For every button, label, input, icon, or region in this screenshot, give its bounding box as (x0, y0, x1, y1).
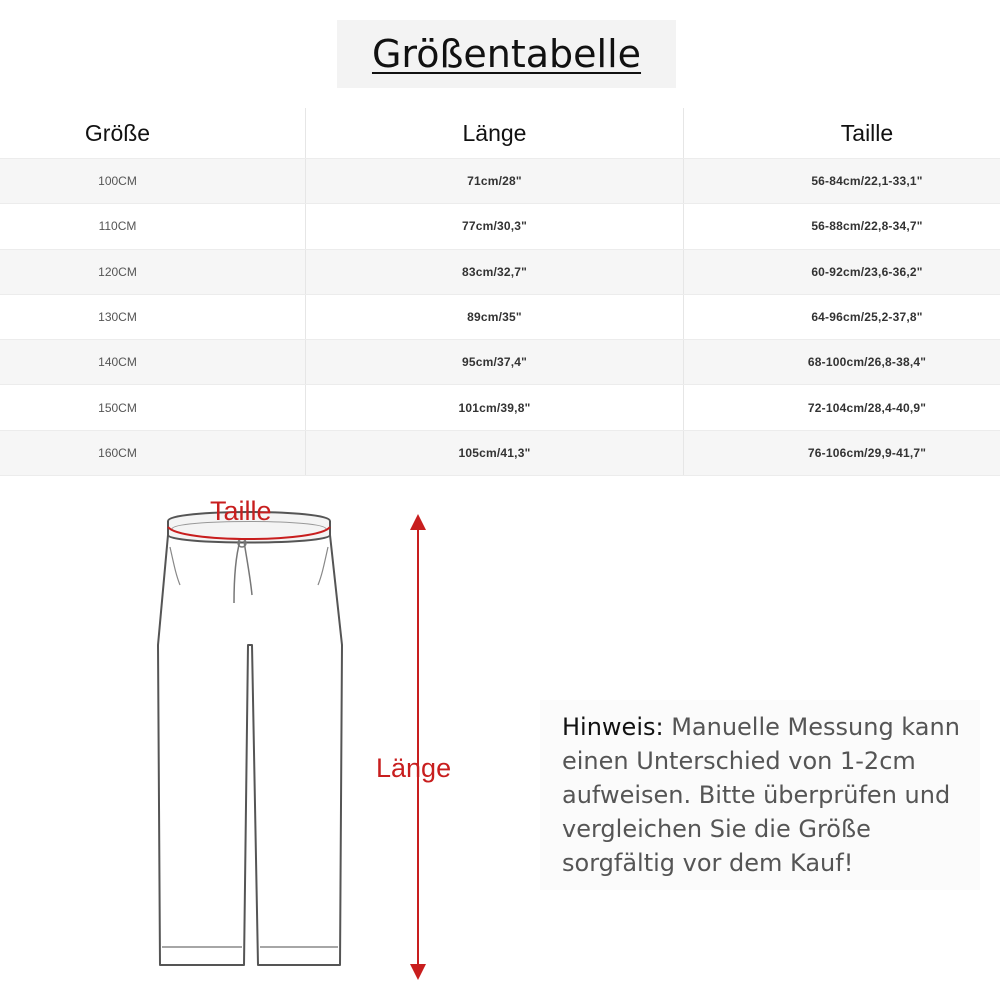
length-cell: 95cm/37,4" (305, 340, 683, 384)
waist-cell: 64-96cm/25,2-37,8" (683, 295, 1000, 339)
size-cell: 140CM (98, 355, 137, 370)
size-cell: 130CM (98, 310, 137, 325)
note-prefix: Hinweis: (562, 713, 664, 741)
length-cell: 77cm/30,3" (305, 204, 683, 248)
size-cell: 120CM (98, 264, 137, 279)
note-box (540, 700, 980, 890)
length-label: Länge (376, 753, 452, 783)
page-title: Größentabelle (371, 32, 642, 76)
length-cell: 83cm/32,7" (305, 250, 683, 294)
size-cell: 100CM (98, 174, 137, 189)
header-length: Länge (305, 108, 683, 158)
title-box (337, 20, 676, 88)
waist-cell: 56-88cm/22,8-34,7" (683, 204, 1000, 248)
waist-cell: 72-104cm/28,4-40,9" (683, 385, 1000, 429)
header-size: Größe (84, 119, 151, 146)
length-cell: 101cm/39,8" (305, 385, 683, 429)
note-body: Manuelle Messung kann einen Unterschied von 1-2cm aufweisen. Bitte überprüfen und vergleichen Sie die Größe sorgfältig vor dem Kauf! (562, 713, 960, 877)
size-cell: 150CM (98, 400, 137, 415)
table-row (0, 159, 1000, 204)
length-arrow (402, 514, 434, 980)
waist-cell: 68-100cm/26,8-38,4" (683, 340, 1000, 384)
pants-illustration (140, 495, 360, 985)
waist-cell: 76-106cm/29,9-41,7" (683, 431, 1000, 475)
table-row (0, 431, 1000, 476)
size-table (0, 108, 1000, 476)
table-row (0, 340, 1000, 385)
length-cell: 105cm/41,3" (305, 431, 683, 475)
length-cell: 71cm/28" (305, 159, 683, 203)
size-cell: 110CM (98, 219, 137, 234)
waist-label: Taille (210, 496, 272, 526)
note-text (562, 710, 982, 880)
waist-cell: 60-92cm/23,6-36,2" (683, 250, 1000, 294)
header-waist: Taille (683, 108, 1000, 158)
size-cell: 160CM (98, 445, 137, 460)
table-row (0, 385, 1000, 430)
table-row (0, 204, 1000, 249)
length-cell: 89cm/35" (305, 295, 683, 339)
waist-cell: 56-84cm/22,1-33,1" (683, 159, 1000, 203)
table-row (0, 295, 1000, 340)
table-row (0, 250, 1000, 295)
table-header-row (0, 108, 1000, 159)
